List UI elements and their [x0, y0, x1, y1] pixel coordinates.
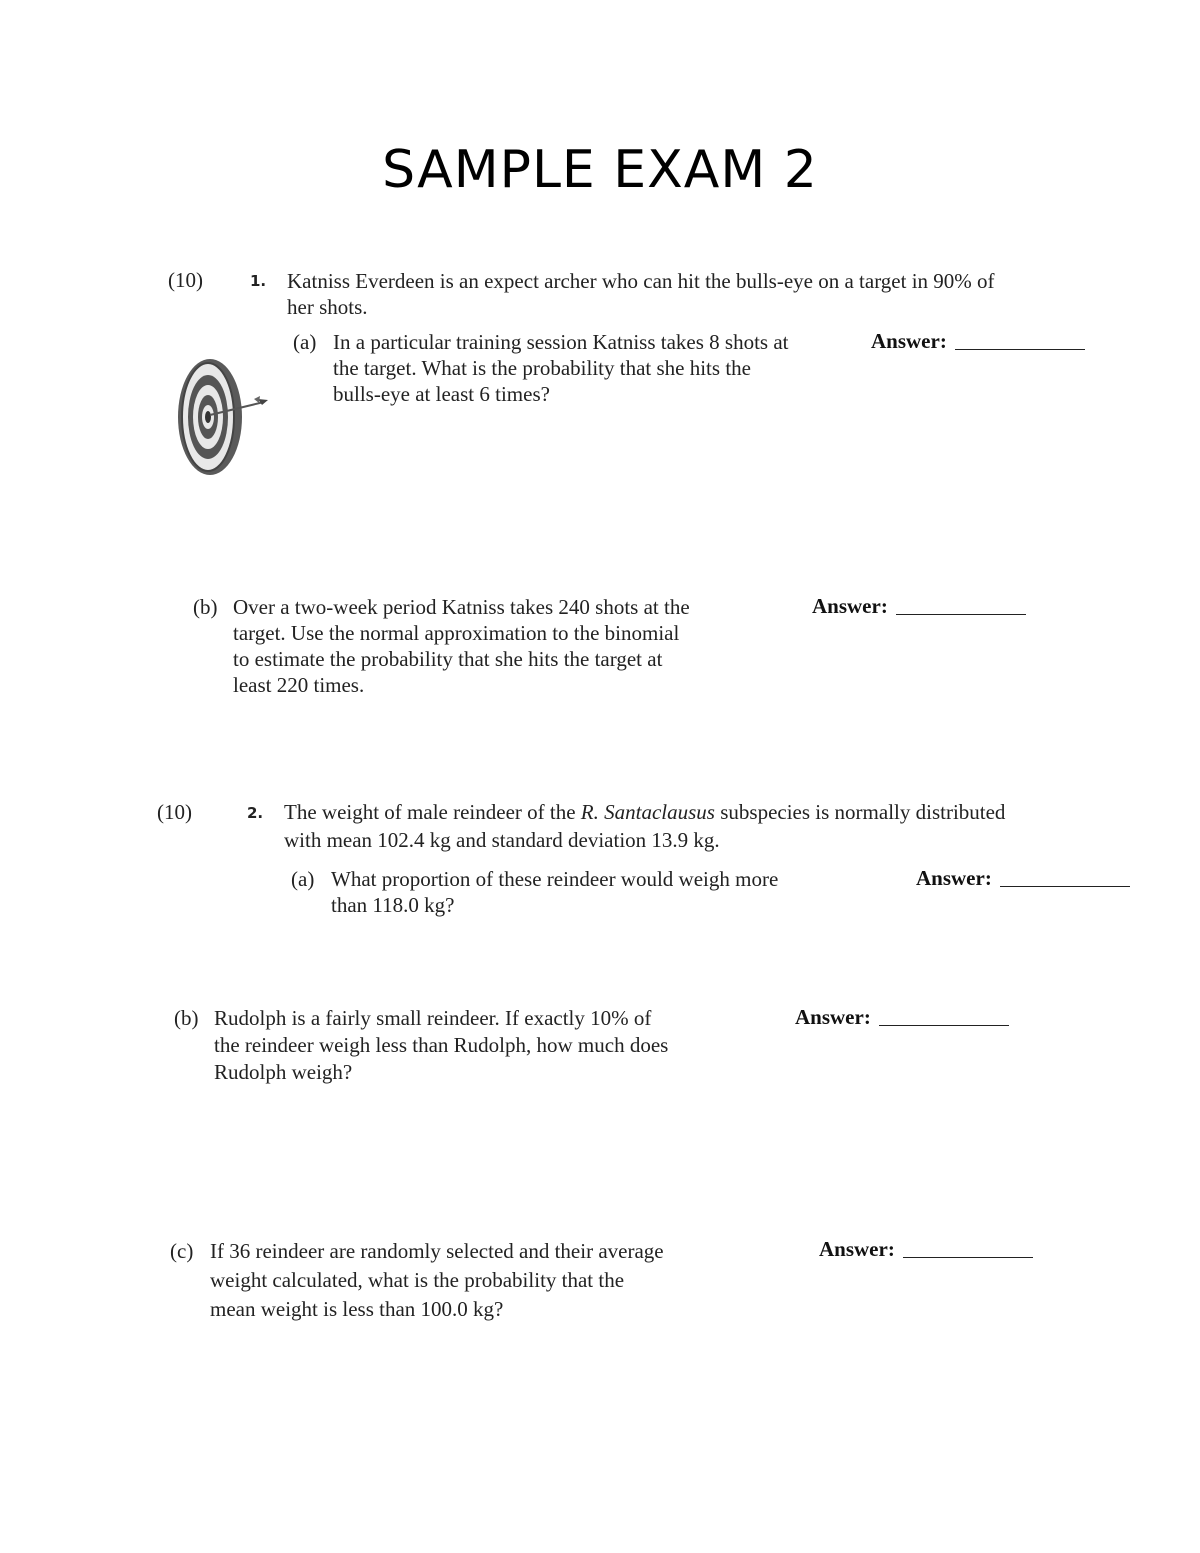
q1a-line1: In a particular training session Katniss takes 8 shots at — [333, 330, 789, 354]
q1b-line2: target. Use the normal approximation to the binomial — [233, 621, 680, 645]
q2b-answer-blank[interactable] — [879, 1024, 1009, 1026]
q2c-line2: weight calculated, what is the probability that the — [210, 1268, 625, 1292]
q2a-label: (a) — [291, 867, 315, 891]
q1a-line3: bulls-eye at least 6 times? — [333, 382, 550, 406]
q1b-question — [193, 594, 793, 698]
q2a-answer-blank[interactable] — [1000, 885, 1130, 887]
q2-text-post: subspecies is normally distributed — [714, 800, 1006, 824]
q1b-answer — [812, 594, 1026, 619]
q2-text — [284, 799, 1184, 853]
q2b-line3: Rudolph weigh? — [214, 1060, 353, 1084]
q2-text-line1 — [284, 799, 1184, 825]
q2-text-pre: The weight of male reindeer of the — [284, 800, 581, 824]
q1-points: (10) — [168, 268, 203, 292]
q2c-question — [170, 1237, 790, 1324]
q1a-line2: the target. What is the probability that she hits the — [333, 356, 751, 380]
q2a-line2: than 118.0 kg? — [331, 893, 455, 917]
answer-label: Answer: — [795, 1005, 871, 1029]
q2a-answer — [916, 866, 1130, 891]
q1a-answer — [871, 329, 1085, 354]
q1-text-line1: Katniss Everdeen is an expect archer who can hit the bulls-eye on a target in 90% of — [287, 269, 995, 293]
q1a-label: (a) — [293, 330, 317, 354]
q2c-answer — [819, 1237, 1033, 1262]
q2b-question — [174, 1005, 774, 1085]
q1a-answer-blank[interactable] — [955, 348, 1085, 350]
q2c-label: (c) — [170, 1239, 194, 1263]
q1b-line3: to estimate the probability that she hits the target at — [233, 647, 663, 671]
q2-species: R. Santaclausus — [580, 800, 715, 824]
q2a-line1: What proportion of these reindeer would weigh more — [331, 867, 779, 891]
q2c-answer-blank[interactable] — [903, 1256, 1033, 1258]
q2b-label: (b) — [174, 1006, 199, 1030]
q1b-label: (b) — [193, 595, 218, 619]
q2b-line2: the reindeer weigh less than Rudolph, how much does — [214, 1033, 669, 1057]
archery-target-icon — [172, 355, 272, 480]
q1b-line4: least 220 times. — [233, 673, 365, 697]
q1-text — [287, 268, 1107, 320]
q1-text-line2: her shots. — [287, 295, 368, 319]
answer-label: Answer: — [819, 1237, 895, 1261]
page-title: SAMPLE EXAM 2 — [382, 140, 818, 200]
q2b-answer — [795, 1005, 1009, 1030]
q1a-question — [293, 329, 853, 407]
q2c-line1: If 36 reindeer are randomly selected and their average — [210, 1239, 664, 1263]
q1b-line1: Over a two-week period Katniss takes 240 shots at the — [233, 595, 690, 619]
q1b-answer-blank[interactable] — [896, 613, 1026, 615]
q2b-line1: Rudolph is a fairly small reindeer. If exactly 10% of — [214, 1006, 652, 1030]
q2c-line3: mean weight is less than 100.0 kg? — [210, 1297, 504, 1321]
answer-label: Answer: — [812, 594, 888, 618]
q2-text-line2: with mean 102.4 kg and standard deviation 13.9 kg. — [284, 828, 720, 852]
answer-label: Answer: — [871, 329, 947, 353]
answer-label: Answer: — [916, 866, 992, 890]
q1-number: 1. — [250, 272, 267, 290]
q2-number: 2. — [247, 804, 264, 822]
q2-points: (10) — [157, 800, 192, 824]
q2a-question — [291, 866, 891, 918]
